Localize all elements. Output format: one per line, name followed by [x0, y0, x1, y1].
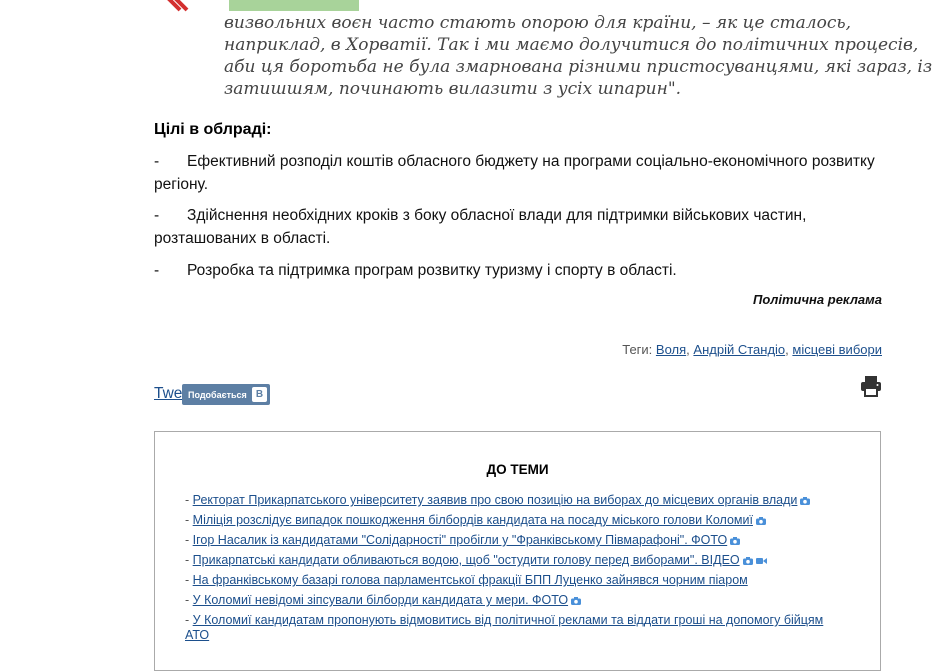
goal-item: [154, 259, 884, 282]
political-ad-note: Політична реклама: [752, 292, 882, 307]
vk-like-label: Подобається: [188, 389, 247, 400]
bullet-dash: -: [154, 262, 160, 279]
printer-icon[interactable]: [859, 374, 883, 398]
bullet-dash: -: [154, 153, 160, 170]
related-item: [185, 493, 845, 508]
goal-item: [154, 204, 884, 250]
item-prefix: -: [185, 513, 190, 527]
item-prefix: -: [185, 533, 190, 547]
goal-item: [154, 150, 884, 196]
related-link[interactable]: Ігор Насалик із кандидатами "Солідарності" пробігли у "Франківському Півмарафоні". ФОТО: [192, 533, 728, 547]
camera-icon: [756, 517, 766, 525]
related-item: [185, 573, 845, 588]
tag-link[interactable]: Воля: [655, 342, 687, 357]
camera-icon: [800, 497, 810, 505]
quote-line: визвольних воєн часто стають опорою для країни, – як це сталось,: [224, 13, 852, 33]
goal-text: Розробка та підтримка програм розвитку туризму і спорту в області.: [187, 262, 677, 279]
quote-line: аби ця боротьба не була змарнована різними пристосуванцями, які зараз, із: [224, 57, 933, 77]
camera-icon: [730, 537, 740, 545]
tags-label: Теги:: [622, 342, 653, 357]
related-item: [185, 533, 845, 548]
item-prefix: -: [185, 613, 190, 627]
related-link[interactable]: У Коломиї невідомі зіпсували білборди кандидата у мери. ФОТО: [192, 593, 569, 607]
related-item: [185, 613, 845, 643]
related-item: [185, 513, 845, 528]
item-prefix: -: [185, 493, 190, 507]
goal-text: Ефективний розподіл коштів обласного бюджету на програми соціально-економічного розвитку регіону.: [154, 153, 875, 193]
quote-line-partial: [224, 0, 884, 12]
camera-icon: [571, 597, 581, 605]
related-title: ДО ТЕМИ: [486, 462, 549, 477]
related-link[interactable]: У Коломиї кандидатам пропонують відмовитись від політичної реклами та віддати гроші на допомогу бійцям АТО: [185, 613, 824, 642]
related-articles-box: [154, 431, 881, 671]
quote-mark-icon: [158, 0, 190, 18]
camera-icon: [743, 557, 753, 565]
item-prefix: -: [185, 573, 190, 587]
tweet-link[interactable]: Twe: [154, 385, 183, 402]
related-link[interactable]: Міліція розслідує випадок пошкодження білбордів кандидата на посаду міського голови Коломиї: [192, 513, 753, 527]
bullet-dash: -: [154, 207, 160, 224]
quote-line: затишшям, починають вилазити з усіх шпарин".: [224, 79, 682, 99]
related-list: [185, 493, 845, 648]
quote-block: [224, 0, 933, 100]
tags-row: Теги: Воля, Андрій Стандіо, місцеві вибори: [622, 342, 882, 357]
goal-text: Здійснення необхідних кроків з боку обласної влади для підтримки військових частин, розташованих в області.: [154, 207, 807, 247]
video-icon: [756, 557, 767, 565]
related-item: [185, 553, 845, 568]
highlight-mark: [229, 0, 359, 11]
vk-logo-icon: B: [252, 387, 267, 402]
item-prefix: -: [185, 593, 190, 607]
related-link[interactable]: Ректорат Прикарпатського університету заявив про свою позицію на виборах до місцевих органів влади: [192, 493, 798, 507]
related-item: [185, 593, 845, 608]
related-link[interactable]: На франківському базарі голова парламентської фракції БПП Луценко зайнявся чорним піаром: [192, 573, 748, 587]
quote-line: наприклад, в Хорватії. Так і ми маємо долучитися до політичних процесів,: [224, 35, 919, 55]
related-link[interactable]: Прикарпатські кандидати обливаються водою, щоб "остудити голову перед виборами". ВІДЕО: [192, 553, 740, 567]
tag-link[interactable]: Андрій Стандіо: [693, 342, 786, 357]
goals-heading: Цілі в облраді:: [154, 121, 272, 138]
tag-link[interactable]: місцеві вибори: [792, 342, 882, 357]
item-prefix: -: [185, 553, 190, 567]
vk-like-button[interactable]: [182, 384, 270, 405]
